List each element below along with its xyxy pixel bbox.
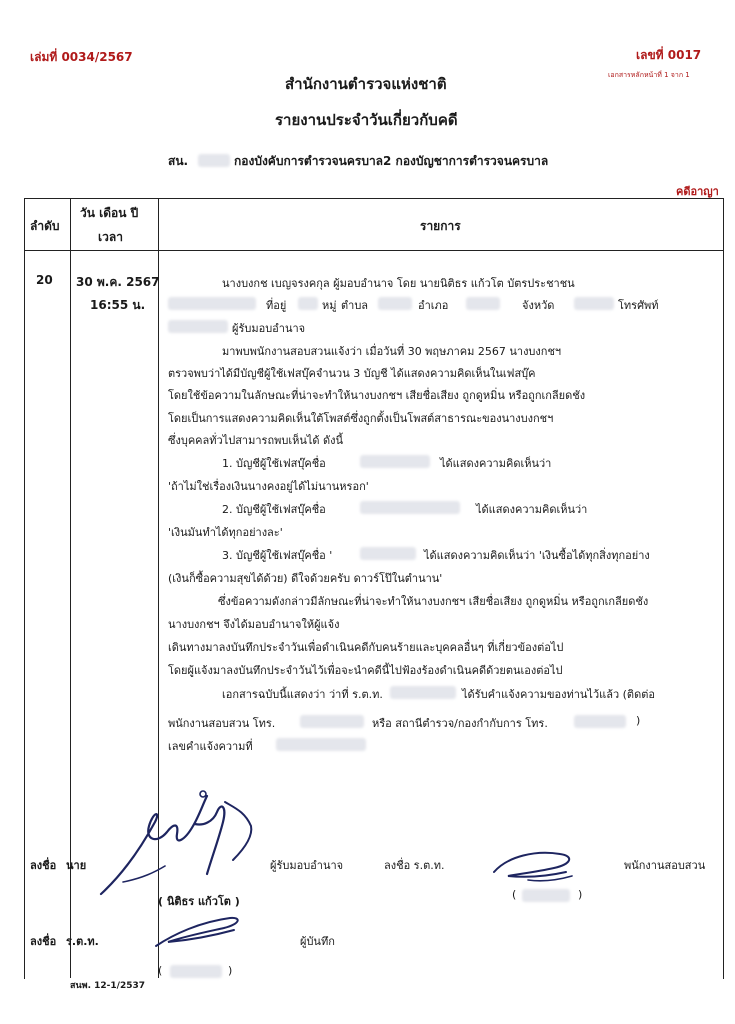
redacted-report-number xyxy=(276,738,366,751)
signature-1-role: ผู้รับมอบอำนาจ xyxy=(270,859,344,872)
redacted-officer xyxy=(390,686,456,699)
station-name: กองบังคับการตำรวจนครบาล2 กองบัญชาการตำรวจนครบาล xyxy=(234,154,549,168)
province-label: จังหวัด xyxy=(522,299,555,312)
body-line-7: โดยเป็นการแสดงความคิดเห็นใต้โพสต์ซึ่งถูกตั้งเป็นโพสต์สาธารณะของนางบงกชฯ xyxy=(168,412,554,425)
redacted-phone xyxy=(168,320,228,333)
column-header-date: วัน เดือน ปี xyxy=(80,206,139,220)
redacted-signature-3-name xyxy=(170,965,222,978)
station-prefix: สน. xyxy=(168,154,189,168)
redacted-station xyxy=(198,154,230,167)
signature-2-prefix: ลงชื่อ ร.ต.ท. xyxy=(384,859,445,872)
redacted-province xyxy=(574,297,614,310)
signature-2-open: ( xyxy=(512,888,517,901)
district-label: อำเภอ xyxy=(418,299,449,312)
body-line-1: นางบงกช เบญจรงคกุล ผู้มอบอำนาจ โดย นายนิติธร แก้วโต บัตรประชาชน xyxy=(222,277,575,290)
account-2-comment-label: ได้แสดงความคิดเห็นว่า xyxy=(476,503,588,516)
entry-time: 16:55 น. xyxy=(90,298,146,312)
signature-3-role: ผู้บันทึก xyxy=(300,935,335,948)
form-code: สนพ. 12-1/2537 xyxy=(70,981,145,991)
entry-date: 30 พ.ค. 2567 xyxy=(76,275,160,289)
body-line-8: ซึ่งบุคคลทั่วไปสามารถพบเห็นได้ ดังนี้ xyxy=(168,434,344,447)
signature-3-close: ) xyxy=(228,964,233,977)
signature-2-role: พนักงานสอบสวน xyxy=(624,859,706,872)
column-header-items: รายการ xyxy=(420,219,461,233)
report-number-label: เลขคำแจ้งความที่ xyxy=(168,740,253,753)
moo-label: หมู่ xyxy=(322,299,337,312)
signature-3-prefix: ลงชื่อ xyxy=(30,935,57,948)
account-2-label: 2. บัญชีผู้ใช้เฟสบุ๊คชื่อ xyxy=(222,503,326,516)
signature-3-title: ร.ต.ท. xyxy=(66,935,99,948)
page-info: เอกสารหลักหน้าที่ 1 จาก 1 xyxy=(608,71,690,79)
account-1-comment-label: ได้แสดงความคิดเห็นว่า xyxy=(440,457,552,470)
redacted-account-2 xyxy=(360,501,460,514)
station-phone-label: หรือ สถานีตำรวจ/กองกำกับการ โทร. xyxy=(372,717,548,730)
signature-2-close: ) xyxy=(578,888,583,901)
redacted-id xyxy=(168,297,256,310)
receipt-line-text: ได้รับคำแจ้งความของท่านไว้แล้ว (ติดต่อ xyxy=(462,688,655,701)
redacted-investigator-phone xyxy=(300,715,364,728)
column-header-time: เวลา xyxy=(98,230,123,244)
column-header-number: ลำดับ xyxy=(30,219,60,233)
redacted-account-1 xyxy=(360,455,430,468)
book-number: เล่มที่ 0034/2567 xyxy=(30,50,133,64)
signature-1-name: ( นิติธร แก้วโต ) xyxy=(158,895,240,908)
investigator-phone-label: พนักงานสอบสวน โทร. xyxy=(168,717,276,730)
redacted-account-3 xyxy=(360,547,416,560)
redacted-district xyxy=(466,297,500,310)
body-line-6: โดยใช้ข้อความในลักษณะที่น่าจะทำให้นางบงกชฯ เสียชื่อเสียง ถูกดูหมิ่น หรือถูกเกลียดชัง xyxy=(168,389,586,402)
account-1-comment: 'ถ้าไม่ใช่เรื่องเงินนางคงอยู่ได้ไม่นานหรอก' xyxy=(168,480,369,493)
account-1-label: 1. บัญชีผู้ใช้เฟสบุ๊คชื่อ xyxy=(222,457,326,470)
body-line-15: ซึ่งข้อความดังกล่าวมีลักษณะที่น่าจะทำให้นางบงกชฯ เสียชื่อเสียง ถูกดูหมิ่น หรือถูกเกลียดชัง xyxy=(218,595,649,608)
report-title: รายงานประจำวันเกี่ยวกับคดี xyxy=(275,111,458,129)
body-line-3: ผู้รับมอบอำนาจ xyxy=(232,322,306,335)
account-3-label: 3. บัญชีผู้ใช้เฟสบุ๊คชื่อ ' xyxy=(222,549,333,562)
signature-1-prefix: ลงชื่อ xyxy=(30,859,57,872)
body-line-16: นางบงกชฯ จึงได้มอบอำนาจให้ผู้แจ้ง xyxy=(168,618,340,631)
body-line-4: มาพบพนักงานสอบสวนแจ้งว่า เมื่อวันที่ 30 พฤษภาคม 2567 นางบงกชฯ xyxy=(222,345,562,358)
redacted-address xyxy=(298,297,318,310)
redacted-station-phone xyxy=(574,715,626,728)
redacted-signature-2-name xyxy=(522,889,570,902)
body-line-5: ตรวจพบว่าได้มีบัญชีผู้ใช้เฟสบุ๊คจำนวน 3 บัญชี ได้แสดงความคิดเห็นในเฟสบุ๊ค xyxy=(168,367,536,380)
account-3-comment-label: ได้แสดงความคิดเห็นว่า 'เงินซื้อได้ทุกสิ่งทุกอย่าง xyxy=(424,549,650,562)
body-line-18: โดยผู้แจ้งมาลงบันทึกประจำวันไว้เพื่อจะนำคดีนี้ไปฟ้องร้องดำเนินคดีด้วยตนเองต่อไป xyxy=(168,664,563,677)
body-line-17: เดินทางมาลงบันทึกประจำวันเพื่อดำเนินคดีกับคนร้ายและบุคคลอื่นๆ ที่เกี่ยวข้องต่อไป xyxy=(168,641,564,654)
entry-number: 20 xyxy=(36,273,53,287)
redacted-subdistrict xyxy=(378,297,412,310)
receipt-line-label: เอกสารฉบับนี้แสดงว่า ว่าที่ ร.ต.ท. xyxy=(222,688,383,701)
document-number: เลขที่ 0017 xyxy=(636,48,702,62)
agency-name: สำนักงานตำรวจแห่งชาติ xyxy=(285,75,447,93)
signature-3-open: ( xyxy=(158,964,163,977)
account-2-comment: 'เงินมันทำได้ทุกอย่างละ' xyxy=(168,526,283,539)
table-header-divider xyxy=(24,250,723,251)
account-3-comment: (เงินก็ซื้อความสุขได้ด้วย) ดีใจด้วยครับ ดาวร์โป๊ในตำนาน' xyxy=(168,572,443,585)
case-type: คดีอาญา xyxy=(676,185,719,198)
signature-2-handwriting xyxy=(488,846,588,886)
phone-label: โทรศัพท์ xyxy=(618,299,659,312)
address-label: ที่อยู่ xyxy=(266,299,287,312)
station-phone-close: ) xyxy=(636,714,641,727)
signature-1-handwriting xyxy=(95,782,265,902)
subdistrict-label: ตำบล xyxy=(341,299,369,312)
signature-1-title: นาย xyxy=(66,859,87,872)
signature-3-handwriting xyxy=(150,912,250,952)
